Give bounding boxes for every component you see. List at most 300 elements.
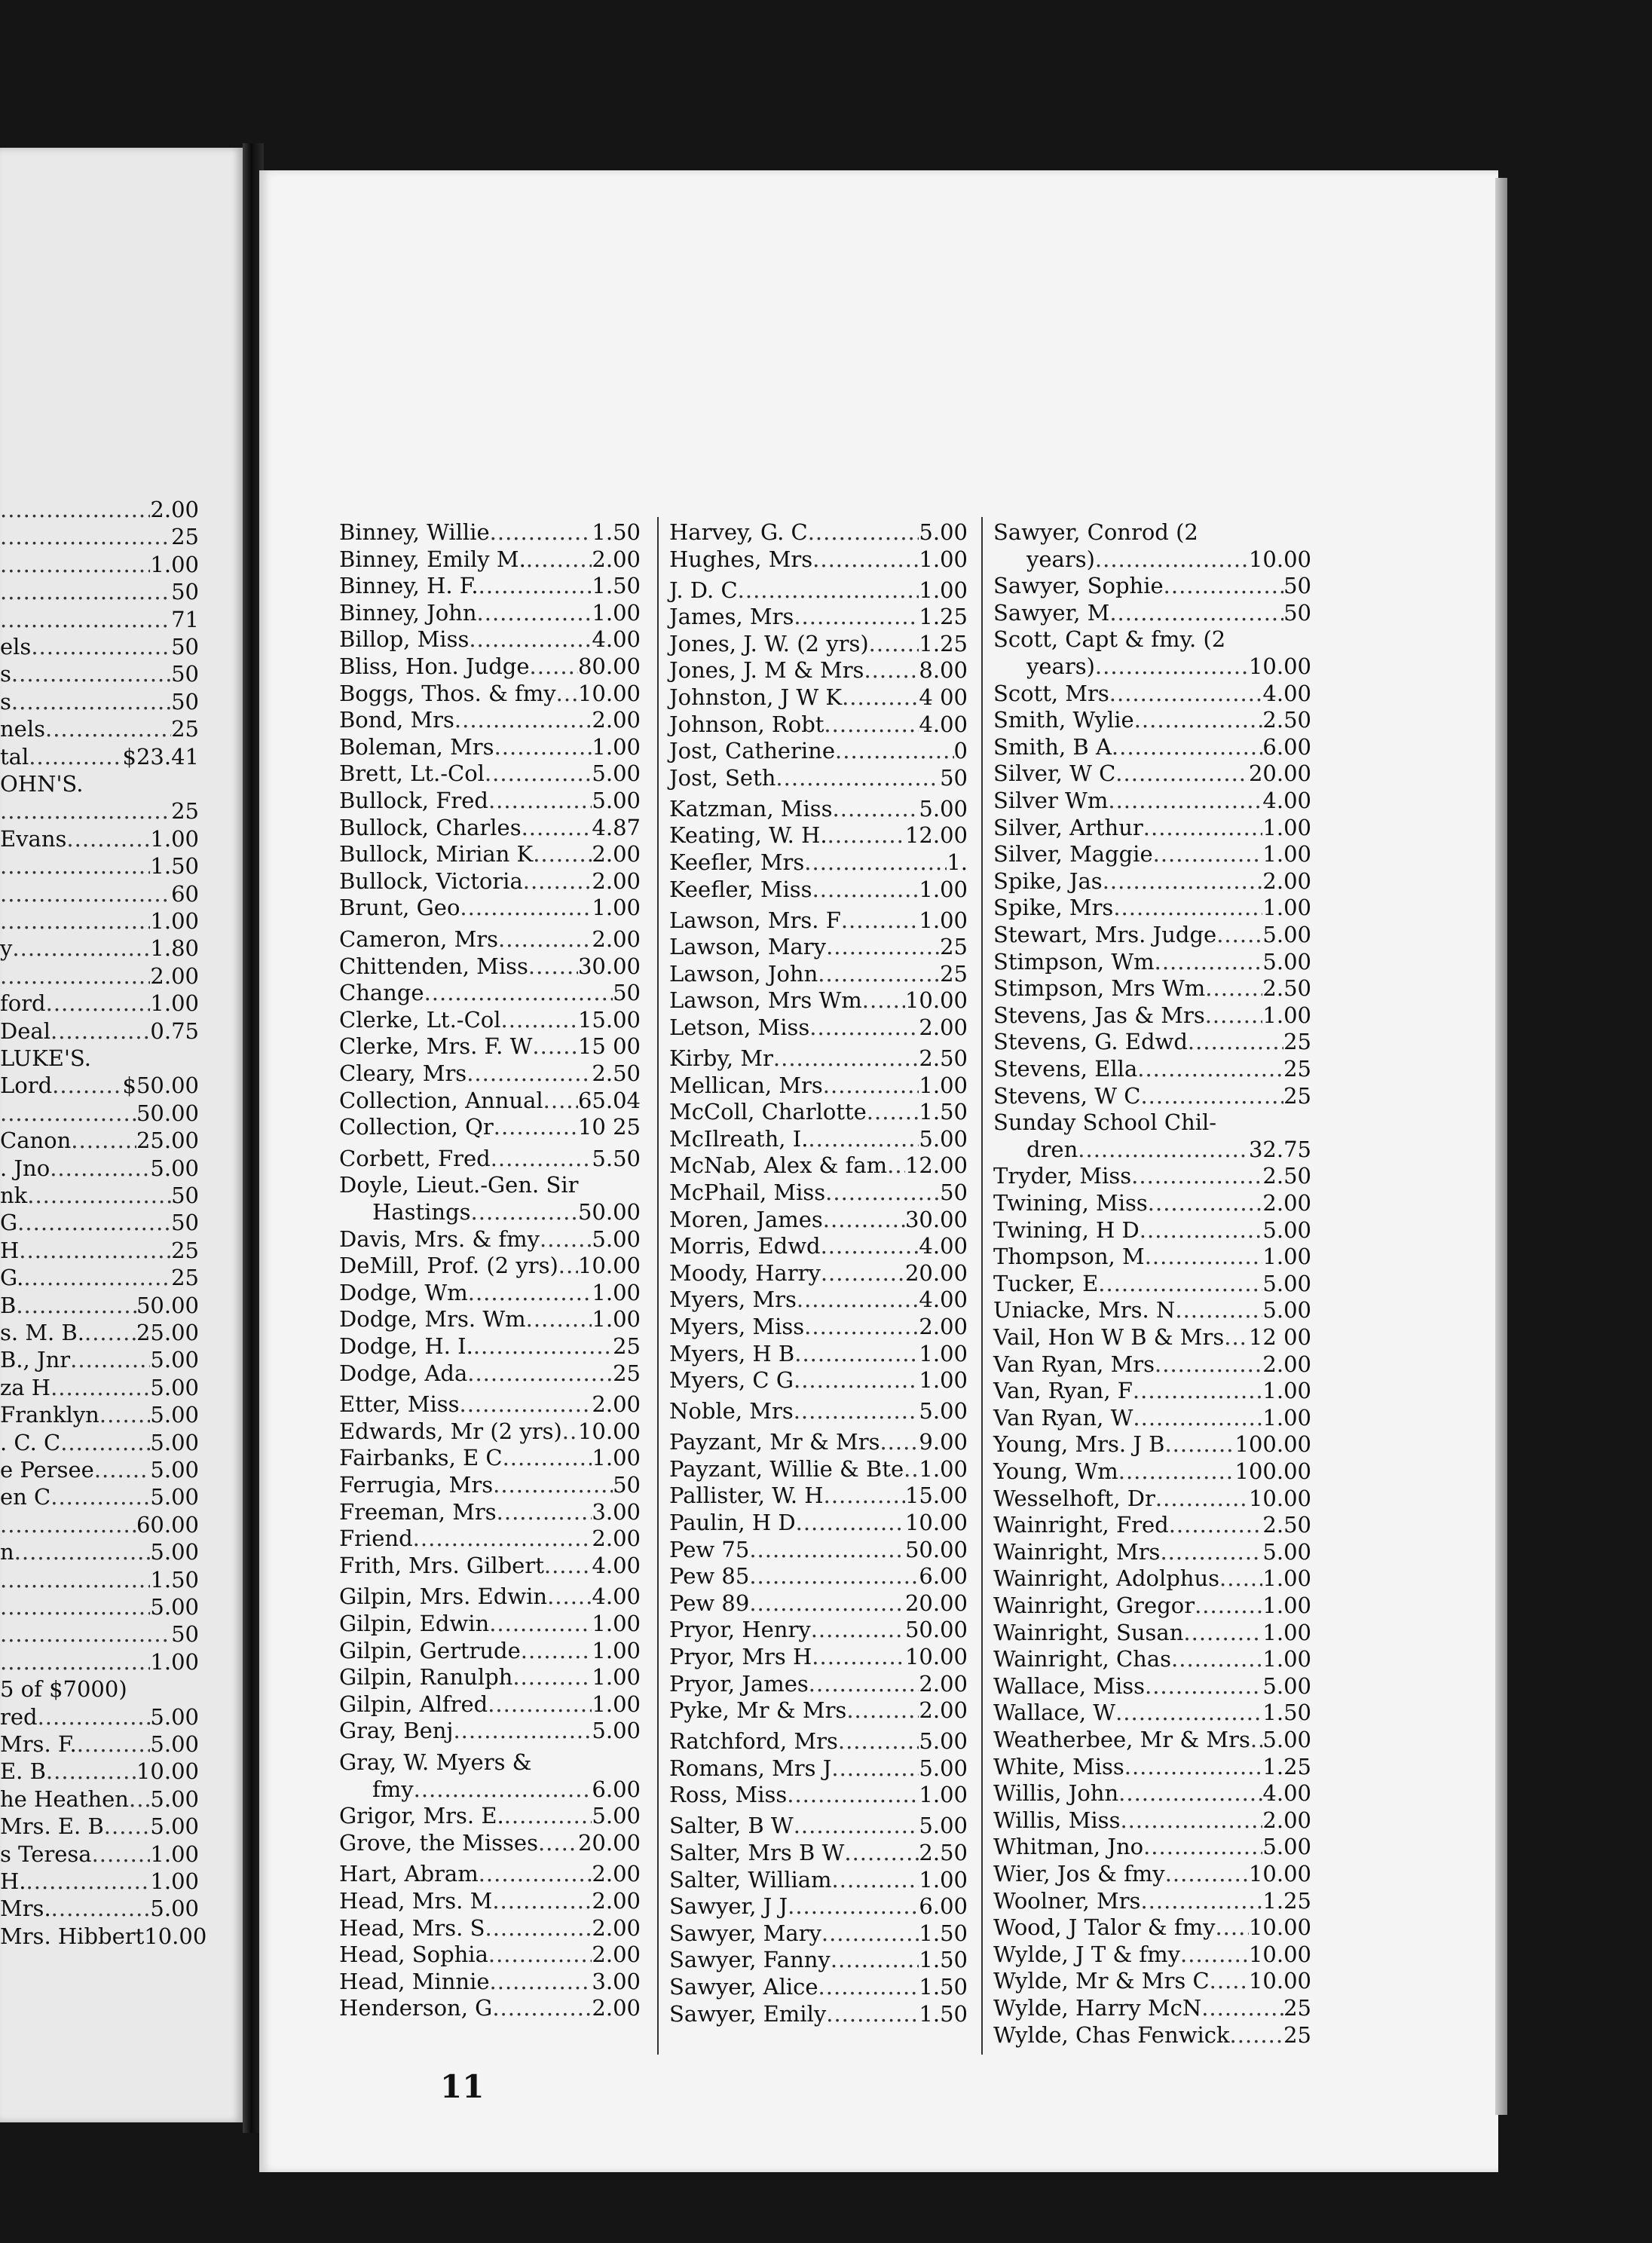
subscriber-name: Ross, Miss	[669, 1782, 788, 1808]
subscription-amount: 25	[1283, 2021, 1311, 2048]
subscriber-name: Van, Ryan, F	[993, 1378, 1133, 1404]
subscriber-name: Grove, the Misses	[339, 1829, 538, 1856]
leader-dots	[543, 1087, 578, 1114]
subscription-entry	[669, 960, 968, 987]
leader-dots	[84, 1319, 136, 1346]
subscriber-name: . C. C	[0, 1429, 61, 1455]
leader-dots	[831, 1755, 919, 1782]
subscription-entry	[669, 1366, 968, 1394]
subscription-amount: 2.00	[150, 962, 199, 989]
leader-dots	[94, 1456, 151, 1483]
subscription-entry	[0, 1072, 199, 1099]
subscriber-name: s Teresa	[0, 1841, 92, 1867]
leader-dots	[12, 935, 150, 962]
subscription-entry	[993, 787, 1311, 814]
leader-dots	[60, 1429, 150, 1456]
subscription-entry	[993, 1511, 1311, 1538]
subscriber-name: H	[0, 1237, 20, 1263]
leader-dots	[828, 822, 905, 849]
subscription-entry	[0, 1264, 199, 1291]
subscription-amount: 2.00	[592, 1914, 641, 1941]
leader-dots	[11, 660, 171, 687]
subscriber-name: Wylde, J T & fmy	[993, 1941, 1181, 1967]
subscriber-name: McPhail, Miss	[669, 1180, 826, 1205]
subscription-amount: 5.00	[592, 1226, 641, 1252]
subscription-amount: 5.00	[592, 760, 641, 787]
leader-dots	[794, 1812, 919, 1839]
subscription-amount: 15.00	[904, 1483, 968, 1509]
subscriber-name: Deal	[0, 1017, 50, 1044]
leader-dots	[0, 1648, 150, 1675]
subscription-amount: 5.00	[150, 1594, 199, 1620]
subscription-amount: 1.00	[592, 895, 641, 921]
leader-dots	[821, 1920, 919, 1947]
subscription-amount: 2.00	[592, 1861, 641, 1887]
subscriber-name: he Heathen	[0, 1786, 129, 1812]
subscriber-name: White, Miss	[993, 1753, 1124, 1779]
leader-dots	[1145, 1672, 1262, 1700]
subscriber-name: Edwards, Mr (2 yrs)	[339, 1418, 562, 1444]
leader-dots	[19, 1237, 171, 1264]
subscription-entry	[339, 733, 641, 760]
leader-dots	[1120, 1807, 1262, 1834]
leader-dots	[1133, 1377, 1263, 1404]
subscription-entry	[0, 1675, 199, 1703]
leader-dots	[1115, 760, 1249, 787]
subscription-amount: 5.00	[592, 788, 641, 813]
subscription-amount: 5.00	[592, 1718, 641, 1744]
subscription-amount: 15.00	[577, 1006, 641, 1033]
subscriber-name: Silver, Maggie	[993, 841, 1153, 868]
leader-dots	[1169, 1511, 1263, 1538]
leader-dots	[1165, 1860, 1249, 1887]
leader-dots	[498, 926, 592, 953]
subscription-amount: 5.50	[592, 1145, 641, 1171]
subscription-entry	[0, 1923, 207, 1950]
subscriber-name: Spike, Jas	[993, 868, 1103, 894]
subscription-entry	[339, 1444, 641, 1471]
leader-dots	[1133, 1404, 1262, 1431]
subscriber-name: Pew 85	[669, 1563, 750, 1590]
subscriber-name: Binney, Willie	[339, 519, 490, 545]
subscriber-name: Canon	[0, 1128, 72, 1154]
subscription-amount: 1.00	[919, 1866, 968, 1893]
subscriber-name: s	[0, 661, 11, 687]
leader-dots	[0, 880, 171, 907]
subscription-entry	[0, 1346, 199, 1373]
subscription-amount: 2.00	[1262, 868, 1311, 894]
subscriber-name: fmy	[372, 1776, 414, 1802]
subscription-entry	[339, 1305, 641, 1333]
leader-dots	[413, 1525, 592, 1552]
leader-dots	[749, 1536, 905, 1563]
subscription-amount: 1.50	[919, 2000, 968, 2027]
leader-dots	[460, 1391, 592, 1418]
subscription-amount: 2.00	[919, 1314, 968, 1339]
subscription-entry	[669, 1455, 968, 1483]
subscriber-name: G	[0, 1210, 18, 1236]
subscription-entry	[339, 1033, 641, 1060]
subscription-entry	[0, 1538, 199, 1565]
subscription-entry	[339, 868, 641, 895]
subscription-entry	[0, 852, 199, 880]
subscription-amount: 12.00	[904, 1152, 968, 1179]
subscription-amount: 5.00	[150, 1457, 199, 1483]
subscription-entry	[669, 764, 968, 791]
leader-dots	[523, 868, 592, 895]
leader-dots	[1145, 1243, 1263, 1270]
subscriber-name: B	[0, 1292, 17, 1318]
leader-dots	[14, 1538, 151, 1565]
subscriber-name: Chittenden, Miss	[339, 953, 528, 979]
subscriber-name: Noble, Mrs	[669, 1398, 794, 1424]
subscription-entry	[669, 1313, 968, 1340]
subscription-entry	[0, 1895, 199, 1922]
subscriber-name: Gray, Benj	[339, 1718, 454, 1744]
subscriber-name: Stimpson, Wm	[993, 948, 1155, 975]
subscriber-name: Sawyer, Conrod (2	[993, 519, 1198, 545]
subscriber-name: Wainright, Chas	[993, 1646, 1172, 1672]
leader-dots	[821, 1232, 919, 1259]
subscriber-name: Young, Mrs. J B	[993, 1431, 1165, 1458]
subscriber-name: Sawyer, J J	[669, 1893, 788, 1920]
leader-dots	[50, 1374, 150, 1401]
subscriber-name: Wainright, Mrs	[993, 1538, 1161, 1565]
subscription-amount: 5.00	[150, 1484, 199, 1510]
subscription-amount: 25.00	[136, 1128, 199, 1154]
subscriber-name: Lawson, Mrs Wm	[669, 987, 862, 1014]
leader-dots	[794, 1366, 919, 1394]
subscriber-name: Jost, Catherine	[669, 738, 836, 764]
subscriber-name: nels	[0, 716, 45, 742]
subscription-entry	[339, 979, 641, 1006]
subscription-amount: 50.00	[136, 1100, 199, 1126]
subscription-amount: 2.50	[919, 1045, 968, 1071]
leader-dots	[453, 1717, 592, 1744]
leader-dots	[1210, 1967, 1249, 1994]
subscriber-name: Twining, Miss	[993, 1190, 1148, 1216]
subscription-entry	[669, 1670, 968, 1697]
leader-dots	[1155, 948, 1263, 975]
subscriber-name: Wainright, Adolphus	[993, 1565, 1220, 1592]
leader-dots	[804, 1313, 919, 1340]
leader-dots	[1164, 572, 1283, 599]
subscription-entry	[339, 1637, 641, 1664]
subscription-amount: 1.25	[1262, 1887, 1311, 1914]
subscription-entry	[669, 1562, 968, 1590]
subscription-amount: 6.00	[919, 1563, 968, 1590]
subscription-amount: 50	[171, 1621, 199, 1648]
subscriber-name: Uniacke, Mrs. N	[993, 1297, 1176, 1323]
subscription-amount: 1.00	[1262, 1378, 1311, 1404]
subscription-entry	[993, 1619, 1311, 1646]
leader-dots	[823, 1072, 919, 1099]
subscription-amount: 20.00	[1248, 760, 1311, 787]
subscriber-name: Wainright, Fred	[993, 1512, 1169, 1538]
subscriber-name: Dodge, Wm	[339, 1279, 468, 1305]
subscriber-name: Sunday School Chil-	[993, 1109, 1217, 1136]
subscription-entry	[0, 1209, 199, 1236]
subscriber-name: Scott, Mrs	[993, 680, 1109, 706]
leader-dots	[1164, 1431, 1234, 1458]
subscriber-name: nk	[0, 1183, 28, 1208]
subscriber-name: E. B	[0, 1758, 46, 1785]
subscriber-name: Ferrugia, Mrs	[339, 1472, 494, 1498]
subscription-amount: 2.00	[592, 707, 641, 733]
subscription-amount: 1.00	[1262, 895, 1311, 921]
subscription-entry	[0, 633, 199, 660]
subscription-entry	[993, 1833, 1311, 1860]
subscription-entry	[993, 1645, 1311, 1672]
page-number: 11	[440, 2068, 485, 2105]
subscription-amount: 25	[1283, 1056, 1311, 1082]
leader-dots	[460, 894, 592, 921]
leader-dots	[485, 1914, 592, 1942]
subscription-entry	[669, 711, 968, 738]
leader-dots	[1180, 1941, 1249, 1968]
leader-dots	[492, 1994, 592, 2021]
subscription-amount: 5.00	[1262, 1216, 1311, 1243]
subscriber-name: Paulin, H D	[669, 1510, 796, 1535]
subscriber-name: Davis, Mrs. & fmy	[339, 1226, 540, 1252]
subscription-amount: 25	[940, 960, 968, 987]
subscriber-name: Myers, H B	[669, 1340, 795, 1366]
leader-dots	[562, 1418, 578, 1445]
subscription-entry	[0, 1620, 199, 1648]
leader-dots	[50, 1483, 150, 1510]
leader-dots	[1153, 840, 1263, 868]
subscription-amount: 50	[1283, 573, 1311, 599]
subscription-entry	[0, 1730, 199, 1758]
subscription-entry	[669, 822, 968, 849]
subscription-entry	[0, 1319, 199, 1346]
leader-dots	[1118, 1779, 1262, 1807]
subscription-amount: 1.00	[1262, 1244, 1311, 1270]
leader-dots	[1113, 894, 1262, 921]
leader-dots	[17, 1209, 171, 1236]
subscription-amount: 25	[171, 798, 199, 825]
subscription-amount: 10.00	[144, 1923, 207, 1949]
subscription-entry	[993, 948, 1311, 975]
leader-dots	[0, 797, 171, 825]
leader-dots	[503, 1444, 592, 1471]
subscriber-name: Whitman, Jno	[993, 1834, 1144, 1860]
subscriber-name: Wallace, W	[993, 1700, 1116, 1726]
subscription-amount: 2.50	[592, 1060, 641, 1086]
leader-dots	[797, 1286, 919, 1313]
leader-dots	[833, 795, 919, 822]
subscription-amount: 25	[1283, 1995, 1311, 2021]
subscription-entry	[993, 546, 1311, 573]
subscription-amount: 25	[171, 524, 199, 550]
subscription-amount: 5.00	[150, 1374, 199, 1400]
leader-dots	[1140, 1082, 1283, 1109]
leader-dots	[824, 1482, 905, 1509]
leader-dots	[11, 688, 171, 715]
subscriber-name: Binney, H. F.	[339, 573, 479, 599]
subscription-entry	[993, 1243, 1311, 1270]
subscriber-name: Pew 89	[669, 1590, 750, 1616]
subscription-entry	[0, 1813, 199, 1840]
subscription-amount: 25	[613, 1360, 641, 1386]
subscriber-name: Boggs, Thos. & fmy	[339, 680, 556, 706]
leader-dots	[501, 1006, 578, 1033]
subscription-amount: 50	[613, 980, 641, 1006]
subscriber-name: Jones, J. M & Mrs	[669, 657, 864, 684]
subscription-entry	[669, 1179, 968, 1206]
subscription-entry	[669, 1590, 968, 1617]
subscriber-name: Pryor, Mrs H	[669, 1644, 812, 1669]
leader-dots	[1171, 1645, 1262, 1672]
subscription-entry	[993, 1136, 1311, 1163]
leader-dots	[471, 1198, 578, 1226]
leader-dots	[1224, 1323, 1249, 1351]
leader-dots	[838, 1727, 919, 1755]
subscription-amount: 1.50	[150, 1566, 199, 1593]
subscription-amount: 1.00	[592, 1611, 641, 1636]
leader-dots	[538, 1829, 578, 1856]
subscription-entry	[339, 1279, 641, 1306]
subscription-amount: 5.00	[1262, 1834, 1311, 1860]
subscription-amount: 32.75	[1248, 1136, 1311, 1162]
subscription-amount: 1.00	[592, 1306, 641, 1333]
leader-dots	[0, 523, 171, 550]
subscription-amount: 0.75	[150, 1017, 199, 1044]
leader-dots	[547, 1583, 592, 1610]
subscription-amount: 1.00	[919, 1455, 968, 1482]
leader-dots	[556, 680, 578, 707]
subscriber-name: Van Ryan, W	[993, 1404, 1133, 1431]
leader-dots	[887, 1152, 905, 1179]
subscription-entry	[993, 1592, 1311, 1619]
subscriber-name: Moody, Harry	[669, 1259, 821, 1286]
subscription-amount: 2.00	[592, 926, 641, 952]
subscriber-name: Stimpson, Mrs Wm	[993, 975, 1206, 1002]
subscriber-name: Pryor, James	[669, 1670, 809, 1697]
subscription-entry	[339, 546, 641, 573]
subscriber-name: Fairbanks, E C	[339, 1445, 503, 1471]
leader-dots	[1137, 1055, 1283, 1082]
subscription-amount: 50.00	[904, 1617, 968, 1643]
leader-dots	[880, 1428, 919, 1455]
subscription-entry	[669, 684, 968, 711]
subscriber-name: Head, Mrs. S	[339, 1914, 485, 1941]
subscription-entry	[0, 1566, 199, 1593]
subscription-entry	[0, 743, 199, 770]
subscription-entry	[0, 1374, 199, 1401]
leader-dots	[1205, 1002, 1263, 1029]
subscriber-name: Dodge, Mrs. Wm	[339, 1306, 526, 1333]
subscriber-name: Gilpin, Mrs. Edwin	[339, 1584, 548, 1610]
subscription-entry	[669, 1866, 968, 1893]
subscription-entry	[993, 1699, 1311, 1726]
subscription-entry	[993, 1109, 1311, 1136]
subscription-amount: 20.00	[577, 1829, 641, 1856]
subscription-entry	[339, 1087, 641, 1114]
subscription-amount: 5.00	[1262, 1538, 1311, 1565]
subscriber-name: LUKE'S.	[0, 1045, 91, 1071]
leader-dots	[1108, 787, 1262, 814]
subscription-amount: 50.00	[136, 1292, 199, 1318]
leader-dots	[99, 1401, 151, 1428]
subscriber-name: Mrs.	[0, 1896, 51, 1922]
subscription-amount: 20.00	[904, 1259, 968, 1286]
leader-dots	[869, 630, 919, 657]
subscription-amount: 1.00	[1262, 814, 1311, 840]
subscription-amount: 2.00	[919, 1670, 968, 1697]
subscription-entry	[339, 840, 641, 868]
subscriber-name: Mrs. E. B	[0, 1813, 104, 1840]
subscription-entry	[669, 630, 968, 657]
leader-dots	[1112, 733, 1263, 760]
subscription-entry	[0, 1593, 199, 1620]
subscription-entry	[0, 1237, 199, 1264]
subscription-amount: 1.00	[919, 1340, 968, 1366]
subscription-amount: 2.50	[1262, 1512, 1311, 1538]
subscription-entry	[993, 1726, 1311, 1753]
subscriber-name: Salter, William	[669, 1866, 832, 1893]
leader-dots	[468, 1279, 592, 1306]
subscription-entry	[339, 1006, 641, 1033]
leader-dots	[794, 603, 919, 630]
leader-dots	[1201, 1994, 1283, 2021]
subscription-entry	[669, 987, 968, 1014]
subscriber-name: DeMill, Prof. (2 yrs)	[339, 1253, 558, 1279]
subscription-entry	[0, 1045, 199, 1072]
subscription-amount: 1.00	[1262, 1593, 1311, 1618]
subscription-amount: 1.00	[592, 1691, 641, 1717]
subscription-entry	[339, 1691, 641, 1718]
subscriber-name: Payzant, Mr & Mrs	[669, 1429, 880, 1455]
subscriber-name: els	[0, 634, 32, 659]
subscription-entry	[0, 1292, 199, 1319]
subscription-amount: 5.00	[150, 1429, 199, 1455]
subscriber-name: Head, Sophia	[339, 1942, 488, 1968]
subscriber-name: Hart, Abram	[339, 1861, 479, 1887]
subscription-entry	[669, 933, 968, 960]
subscriber-name: Clerke, Mrs. F. W	[339, 1033, 533, 1060]
leader-dots	[51, 1895, 151, 1922]
leader-dots	[493, 1471, 613, 1498]
subscriber-name: e Persee	[0, 1457, 94, 1483]
subscription-entry	[993, 1216, 1311, 1244]
subscription-amount: 5.00	[150, 1539, 199, 1565]
subscription-entry	[993, 1807, 1311, 1834]
subscription-amount: 1.25	[919, 604, 968, 630]
subscriber-name: Silver, W C	[993, 760, 1116, 787]
subscription-entry	[0, 770, 199, 797]
subscription-amount: 1.50	[592, 573, 641, 599]
subscriber-name: Grigor, Mrs. E.	[339, 1803, 504, 1829]
subscription-amount: 2.00	[1262, 1190, 1311, 1216]
subscription-amount: 1.00	[150, 551, 199, 577]
subscription-entry	[0, 1017, 199, 1045]
subscription-entry	[993, 626, 1311, 653]
subscription-amount: 2.00	[592, 1942, 641, 1968]
leader-dots	[540, 1226, 592, 1253]
subscription-amount: 4.00	[592, 1552, 641, 1578]
subscriber-name: Billop, Miss	[339, 626, 470, 653]
column-divider	[657, 517, 659, 2055]
leader-dots	[864, 656, 919, 684]
subscription-amount: 1.50	[1262, 1700, 1311, 1726]
subscription-amount: 4.00	[919, 1287, 968, 1313]
subscription-amount: 10 25	[577, 1114, 641, 1140]
leader-dots	[818, 960, 940, 987]
subscription-entry	[669, 2000, 968, 2027]
leader-dots	[485, 760, 592, 787]
leader-dots	[497, 1498, 592, 1525]
